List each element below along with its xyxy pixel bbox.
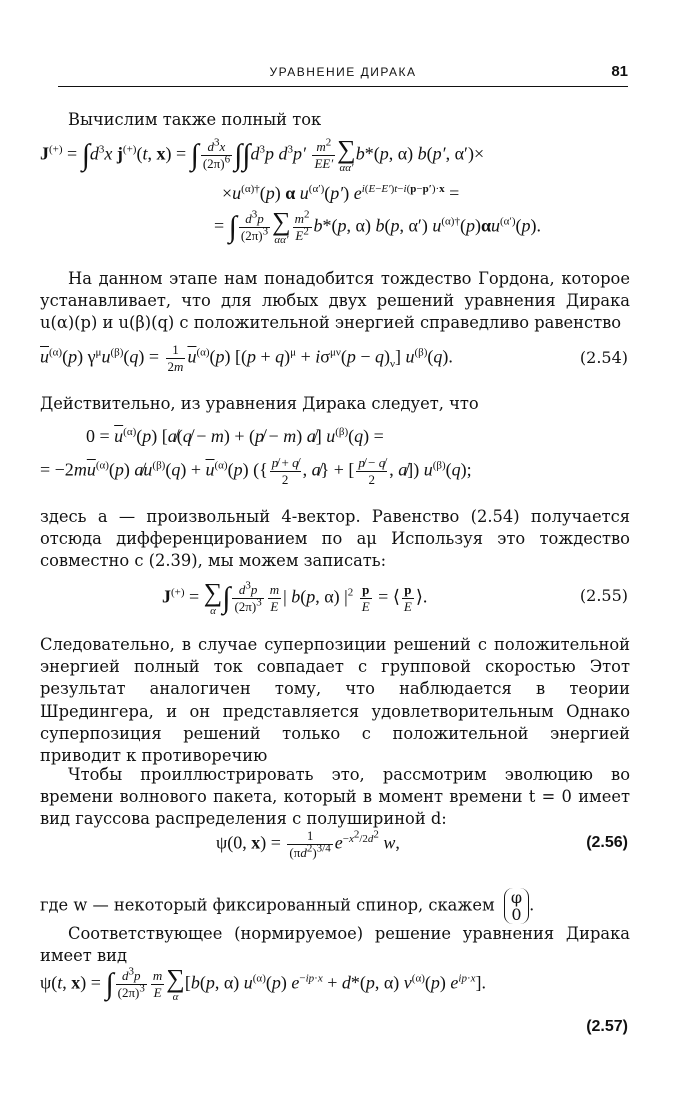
equation-gaussian: ψ(0, x) = $\frac{1}{(\pi d^2)^{3/4}}$ $e^{-x^2/2d^2}$ w,	[216, 827, 400, 860]
paragraph-solution: Соответствующее (нормируемое) решение уравнения Дирака имеет вид	[40, 924, 630, 966]
paragraph-arbitrary-vector: здесь a — произвольный 4-вектор. Равенство (2.54) получается отсюда дифференцированием по aμ Используя это тождество совместно с (2.39), мы можем записать:	[40, 507, 630, 571]
equation-number-2-56: (2.56)	[586, 834, 628, 851]
spinor-column: φ 0	[504, 888, 529, 924]
paragraph-spinor: где w — некоторый фиксированный спинор, скажем φ 0 .	[40, 888, 535, 924]
paragraph-spinor-text: где w — некоторый фиксированный спинор, скажем	[40, 895, 495, 915]
equation-number-2-55: (2.55)	[579, 586, 628, 605]
paragraph-intro: Вычислим также полный ток	[68, 110, 322, 129]
equation-number-2-54: (2.54)	[579, 348, 628, 367]
equation-number-2-57: (2.57)	[586, 1018, 628, 1035]
paragraph-wave-packet: Чтобы проиллюстрировать это, рассмотрим эволюцию во времени волнового пакета, который в момент времени t = 0 имеет вид гауссова распределения с полушириной d:	[40, 765, 630, 829]
paragraph-gordon: На данном этапе нам понадобится тождество Гордона, которое устанавливает, что для любых двух решений уравнения Дирака u(α)(p) и u(β)(q) с положительной энергией справедливо равенство	[40, 269, 630, 333]
running-head: УРАВНЕНИЕ ДИРАКА	[269, 65, 417, 79]
equation-current-line2: $\times u^{(\alpha)\dagger}(p)$ α $u^{(\alpha')}(p') e^{i(E-E')t-i(p-p')\cdot x}$ =	[222, 183, 460, 203]
equation-gordon-identity: $\overline{u}^{(\alpha)}(p) \gamma^\mu u^{(\beta)}(q)$ = $\frac{1}{2m}$ $\overline{u}^{(\alpha)}(p) [(p + q)^\mu + i\sigma^{\mu\nu}(p - q)_\nu]$ $u^{(\beta)}(q)$.	[40, 342, 453, 374]
page-number: 81	[611, 63, 628, 80]
equation-group-velocity: J(+) = ∑ α ∫ $\frac{d^3p}{(2\pi)^3}$ $\frac{m}{E}$ | b(p, α) $|^2$ $\frac{p}{E}$ = ⟨ $\frac{p}{E}$ ⟩.	[162, 578, 428, 617]
equation-current-line1: $J^{(+)} = \int d^3x$ j(+)(t, x) = ∫ $\frac{d^3x}{(2\pi)^6}$ $\int\int d^3p$ $d^3p'$ $\frac{m^2}{EE'}$ ∑ αα′ b*(p, α) b(p′, α′)×	[40, 135, 485, 174]
equation-derivation-line1: $0 = \overline{u}^{(\alpha)}(p)$ [a̸(q̸ − m) + (p̸ − m) a̸] $u^{(\beta)}(q)$ =	[86, 426, 384, 446]
paragraph-indeed: Действительно, из уравнения Дирака следует, что	[40, 394, 479, 413]
page-header	[58, 60, 628, 87]
equation-derivation-line2: = $-2m\overline{u}^{(\alpha)}(p)$ $a̸u^{(\beta)}(q) + \overline{u}^{(\alpha)}(p)$ ({ $\frac{p̸ + q̸}{2}$ , a̸} + [ $\frac{p̸ - q̸}{2}$ , a̸]) $u^{(\beta)}(q)$;	[40, 455, 472, 487]
paragraph-consequence: Следовательно, в случае суперпозиции решений с положительной энергией полный ток совпадает с групповой скоростью Этот результат аналогичен тому, что наблюдается в теории Шредингера, и он представляется удовлетворительным Однако суперпозиция решений только с положительной энергией приводит к противоречию	[40, 635, 630, 766]
equation-dirac-solution: ψ(t, x) = ∫ $\frac{d^3p}{(2\pi)^3}$ $\frac{m}{E}$ ∑ α [b(p, α) $u^{(\alpha)}(p) e^{-ip\cdot x} + d*(p$, α) $v^{(\alpha)}(p)$ $e^{ip\cdot x}$].	[40, 964, 487, 1003]
equation-current-line3: = ∫ $\frac{d^3p}{(2\pi)^3}$ ∑ αα′ $\frac{m^2}{E^2}$ b*(p, α) b(p, α′) $u^{(\alpha)\dagger}(p)\alpha u^{(\alpha')}(p)$.	[214, 207, 541, 246]
